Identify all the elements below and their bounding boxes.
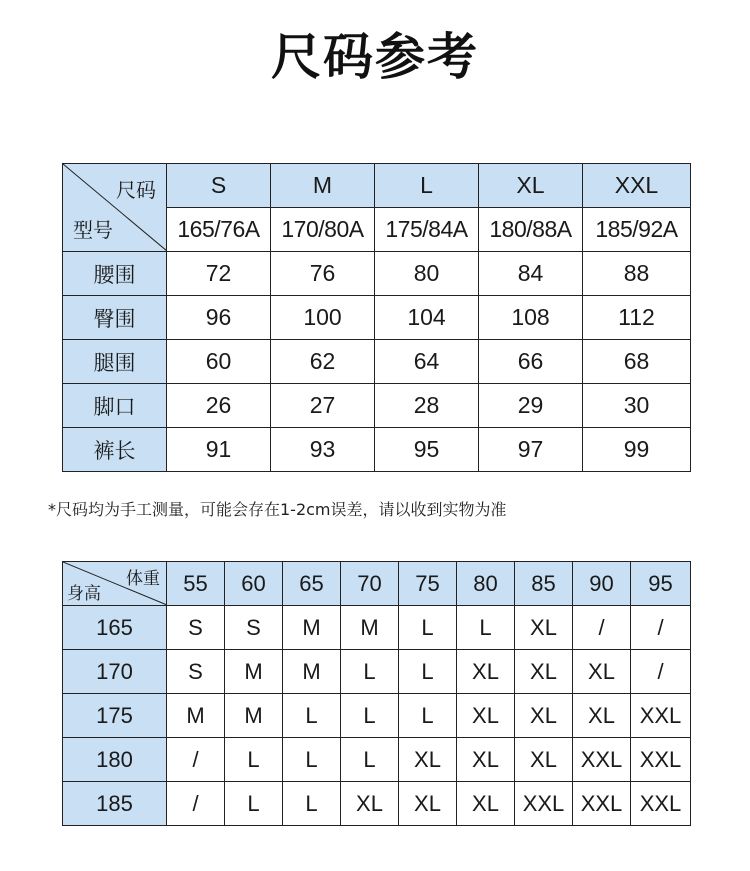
measurement-value: 97 (479, 428, 583, 472)
measurement-value: 104 (375, 296, 479, 340)
measurement-value: 26 (167, 384, 271, 428)
weight-cell: 75 (399, 562, 457, 606)
recommended-size-cell: XL (573, 694, 631, 738)
recommended-size-cell: XL (399, 738, 457, 782)
measurement-value: 95 (375, 428, 479, 472)
size-chart-table (62, 163, 691, 472)
measurement-value: 100 (271, 296, 375, 340)
table-row (63, 340, 691, 384)
height-cell: 180 (63, 738, 167, 782)
measurement-label: 腰围 (63, 252, 167, 296)
measurement-value: 64 (375, 340, 479, 384)
corner-label-top: 尺码 (116, 178, 156, 202)
measurement-value: 80 (375, 252, 479, 296)
weight-cell: 55 (167, 562, 225, 606)
measurement-value: 29 (479, 384, 583, 428)
recommended-size-cell: XL (457, 694, 515, 738)
size-code-cell: XXL (583, 164, 691, 208)
weight-header-row (63, 562, 691, 606)
table-row (63, 606, 691, 650)
recommended-size-cell: M (283, 650, 341, 694)
page-title: 尺码参考 (271, 28, 479, 86)
measurement-label: 腿围 (63, 340, 167, 384)
measurement-value: 68 (583, 340, 691, 384)
size-code-cell: XL (479, 164, 583, 208)
measurement-value: 30 (583, 384, 691, 428)
recommended-size-cell: S (167, 606, 225, 650)
recommended-size-cell: / (631, 650, 691, 694)
recommended-size-cell: L (399, 606, 457, 650)
measurement-value: 99 (583, 428, 691, 472)
weight-cell: 85 (515, 562, 573, 606)
recommended-size-cell: L (341, 694, 399, 738)
recommended-size-cell: XL (515, 694, 573, 738)
corner-label-bottom: 身高 (67, 584, 101, 604)
table-row (63, 738, 691, 782)
recommended-size-cell: L (457, 606, 515, 650)
recommended-size-cell: S (167, 650, 225, 694)
measurement-value: 28 (375, 384, 479, 428)
recommended-size-cell: XL (515, 650, 573, 694)
recommended-size-cell: / (573, 606, 631, 650)
recommended-size-cell: M (167, 694, 225, 738)
recommended-size-cell: XL (515, 606, 573, 650)
recommended-size-cell: XL (457, 738, 515, 782)
measurement-value: 93 (271, 428, 375, 472)
measurement-value: 60 (167, 340, 271, 384)
recommended-size-cell: XXL (631, 738, 691, 782)
measurement-value: 84 (479, 252, 583, 296)
recommended-size-cell: L (283, 782, 341, 826)
weight-cell: 95 (631, 562, 691, 606)
size-corner-cell (63, 164, 167, 252)
recommended-size-cell: L (341, 650, 399, 694)
recommended-size-cell: L (341, 738, 399, 782)
model-cell: 175/84A (375, 208, 479, 252)
recommended-size-cell: M (283, 606, 341, 650)
recommended-size-cell: XXL (631, 694, 691, 738)
table-row (63, 782, 691, 826)
recommended-size-cell: XL (341, 782, 399, 826)
recommended-size-cell: M (341, 606, 399, 650)
measurement-value: 27 (271, 384, 375, 428)
size-header-row (63, 164, 691, 208)
weight-cell: 65 (283, 562, 341, 606)
recommended-size-cell: L (399, 650, 457, 694)
corner-label-top: 体重 (126, 569, 160, 589)
corner-label-bottom: 型号 (73, 218, 113, 242)
model-cell: 180/88A (479, 208, 583, 252)
measurement-label: 臀围 (63, 296, 167, 340)
size-code-cell: L (375, 164, 479, 208)
height-cell: 165 (63, 606, 167, 650)
recommended-size-cell: L (225, 782, 283, 826)
weight-cell: 60 (225, 562, 283, 606)
recommended-size-cell: M (225, 694, 283, 738)
recommended-size-cell: XXL (631, 782, 691, 826)
model-cell: 170/80A (271, 208, 375, 252)
measurement-value: 91 (167, 428, 271, 472)
weight-cell: 80 (457, 562, 515, 606)
recommended-size-cell: XL (399, 782, 457, 826)
recommended-size-cell: S (225, 606, 283, 650)
table-row (63, 650, 691, 694)
rec-corner-cell (63, 562, 167, 606)
table-row (63, 384, 691, 428)
measurement-note: *尺码均为手工测量，可能会存在1-2cm误差，请以收到实物为准 (48, 500, 507, 519)
table-row (63, 428, 691, 472)
recommended-size-cell: XL (457, 782, 515, 826)
weight-cell: 70 (341, 562, 399, 606)
measurement-value: 88 (583, 252, 691, 296)
height-cell: 175 (63, 694, 167, 738)
measurement-value: 96 (167, 296, 271, 340)
measurement-value: 62 (271, 340, 375, 384)
measurement-value: 76 (271, 252, 375, 296)
recommended-size-cell: XXL (515, 782, 573, 826)
table-row (63, 296, 691, 340)
size-recommendation-table (62, 561, 691, 826)
height-cell: 185 (63, 782, 167, 826)
recommended-size-cell: XXL (573, 782, 631, 826)
table-row (63, 694, 691, 738)
size-code-cell: S (167, 164, 271, 208)
measurement-value: 108 (479, 296, 583, 340)
recommended-size-cell: / (631, 606, 691, 650)
size-code-cell: M (271, 164, 375, 208)
table-row (63, 252, 691, 296)
recommended-size-cell: L (225, 738, 283, 782)
recommended-size-cell: L (283, 694, 341, 738)
recommended-size-cell: M (225, 650, 283, 694)
height-cell: 170 (63, 650, 167, 694)
model-cell: 185/92A (583, 208, 691, 252)
recommended-size-cell: / (167, 738, 225, 782)
weight-cell: 90 (573, 562, 631, 606)
measurement-value: 112 (583, 296, 691, 340)
recommended-size-cell: L (399, 694, 457, 738)
recommended-size-cell: / (167, 782, 225, 826)
recommended-size-cell: XL (515, 738, 573, 782)
measurement-label: 脚口 (63, 384, 167, 428)
recommended-size-cell: XL (573, 650, 631, 694)
measurement-value: 72 (167, 252, 271, 296)
recommended-size-cell: L (283, 738, 341, 782)
measurement-label: 裤长 (63, 428, 167, 472)
recommended-size-cell: XXL (573, 738, 631, 782)
model-cell: 165/76A (167, 208, 271, 252)
recommended-size-cell: XL (457, 650, 515, 694)
measurement-value: 66 (479, 340, 583, 384)
